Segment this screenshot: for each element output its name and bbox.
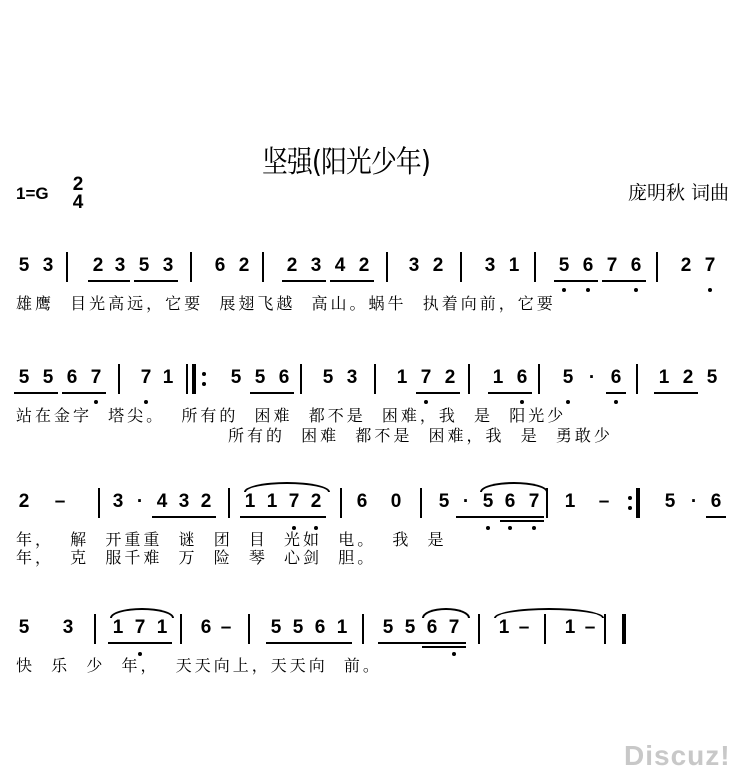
octave-dot-low — [508, 526, 512, 530]
note: 5 — [558, 255, 570, 276]
note: 2 — [18, 491, 30, 512]
note: 5 — [18, 367, 30, 388]
note: 6 — [426, 617, 438, 638]
underline-beam — [62, 392, 106, 394]
lyric-line-3b: 年， 克 服千难 万 险 琴 心剑 胆。 — [16, 548, 377, 567]
note: 7 — [134, 617, 146, 638]
octave-dot-low — [566, 400, 570, 404]
barline — [386, 252, 388, 282]
barline — [362, 614, 364, 644]
note: 5 — [438, 491, 450, 512]
note: 3 — [62, 617, 74, 638]
repeat-dot — [202, 382, 206, 386]
note: 5 — [254, 367, 266, 388]
note: 7 — [140, 367, 152, 388]
slur — [494, 608, 604, 618]
note: 7 — [420, 367, 432, 388]
note: 4 — [334, 255, 346, 276]
note: · — [690, 491, 698, 512]
octave-dot-low — [634, 288, 638, 292]
time-signature-top: 2 — [72, 174, 84, 195]
note: 5 — [322, 367, 334, 388]
note: 5 — [230, 367, 242, 388]
note: 3 — [162, 255, 174, 276]
watermark-logo: Discuz! — [624, 740, 731, 771]
final-repeat — [636, 488, 640, 518]
underline-beam — [134, 280, 178, 282]
barline — [186, 364, 188, 394]
underline-beam — [422, 646, 466, 648]
repeat-dot — [628, 496, 632, 500]
note: – — [518, 617, 530, 638]
barline — [248, 614, 250, 644]
note: 5 — [404, 617, 416, 638]
note: 2 — [680, 255, 692, 276]
note: 6 — [610, 367, 622, 388]
note: · — [136, 491, 144, 512]
note: 5 — [382, 617, 394, 638]
note: 2 — [200, 491, 212, 512]
note: 1 — [156, 617, 168, 638]
slur — [422, 608, 470, 618]
barline — [468, 364, 470, 394]
underline-beam — [456, 516, 544, 518]
barline — [544, 614, 546, 644]
underline-beam — [416, 392, 460, 394]
note: 5 — [664, 491, 676, 512]
note: 7 — [90, 367, 102, 388]
note: 7 — [606, 255, 618, 276]
note: · — [462, 491, 470, 512]
octave-dot-low — [562, 288, 566, 292]
octave-dot-low — [532, 526, 536, 530]
underline-beam — [240, 516, 326, 518]
underline-beam — [174, 516, 216, 518]
underline-beam — [330, 280, 374, 282]
underline-beam — [706, 516, 726, 518]
underline-beam — [250, 392, 294, 394]
note: 6 — [214, 255, 226, 276]
underline-beam — [108, 642, 172, 644]
repeat-dot — [628, 506, 632, 510]
underline-beam — [602, 280, 646, 282]
note: 3 — [484, 255, 496, 276]
key-signature: 1=G — [16, 184, 49, 203]
note: 2 — [358, 255, 370, 276]
repeat-dot — [202, 372, 206, 376]
barline — [420, 488, 422, 518]
underline-beam — [378, 642, 466, 644]
note: 3 — [42, 255, 54, 276]
note: 2 — [92, 255, 104, 276]
underline-beam — [282, 280, 326, 282]
lyric-line-2a: 站在金字 塔尖。 所有的 困难 都不是 困难，我 是 阳光少 — [16, 406, 567, 425]
note: 7 — [288, 491, 300, 512]
note: 1 — [112, 617, 124, 638]
octave-dot-low — [94, 400, 98, 404]
barline — [546, 488, 548, 518]
note: 3 — [310, 255, 322, 276]
note: 1 — [498, 617, 510, 638]
note: 0 — [390, 491, 402, 512]
note: 3 — [178, 491, 190, 512]
note: 3 — [114, 255, 126, 276]
note: 6 — [314, 617, 326, 638]
note: 6 — [278, 367, 290, 388]
slur — [110, 608, 174, 618]
underline-beam — [488, 392, 532, 394]
note: 1 — [564, 617, 576, 638]
barline — [534, 252, 536, 282]
note: 2 — [432, 255, 444, 276]
underline-beam — [500, 520, 544, 522]
barline — [262, 252, 264, 282]
note: 6 — [582, 255, 594, 276]
note: 2 — [444, 367, 456, 388]
note: 7 — [704, 255, 716, 276]
barline — [300, 364, 302, 394]
note: 2 — [682, 367, 694, 388]
octave-dot-low — [708, 288, 712, 292]
note: – — [54, 491, 66, 512]
note: 1 — [508, 255, 520, 276]
octave-dot-low — [144, 400, 148, 404]
note: 6 — [200, 617, 212, 638]
barline — [460, 252, 462, 282]
octave-dot-low — [520, 400, 524, 404]
barline — [94, 614, 96, 644]
note: 5 — [138, 255, 150, 276]
lyric-line-4: 快 乐 少 年， 天天向上，天天向 前。 — [16, 656, 382, 675]
note: 1 — [492, 367, 504, 388]
octave-dot-low — [424, 400, 428, 404]
note: 6 — [516, 367, 528, 388]
underline-beam — [88, 280, 130, 282]
note: 7 — [448, 617, 460, 638]
note: 3 — [408, 255, 420, 276]
note: – — [584, 617, 596, 638]
note: 7 — [528, 491, 540, 512]
note: 1 — [244, 491, 256, 512]
underline-beam — [14, 392, 58, 394]
note: 6 — [66, 367, 78, 388]
underline-beam — [266, 642, 352, 644]
barline — [190, 252, 192, 282]
octave-dot-low — [486, 526, 490, 530]
note: 5 — [706, 367, 718, 388]
barline — [604, 614, 606, 644]
octave-dot-low — [586, 288, 590, 292]
note: 3 — [112, 491, 124, 512]
underline-beam — [606, 392, 626, 394]
barline — [118, 364, 120, 394]
barline — [478, 614, 480, 644]
author-credit: 庞明秋 词曲 — [627, 182, 729, 204]
octave-dot-low — [614, 400, 618, 404]
note: – — [598, 491, 610, 512]
barline — [180, 614, 182, 644]
note: 5 — [18, 255, 30, 276]
note: 5 — [18, 617, 30, 638]
note: 1 — [658, 367, 670, 388]
lyric-line-2b: 所有的 困难 都不是 困难，我 是 勇敢少 — [228, 426, 613, 445]
note: 1 — [266, 491, 278, 512]
note: 3 — [346, 367, 358, 388]
note: 2 — [310, 491, 322, 512]
barline — [636, 364, 638, 394]
barline — [340, 488, 342, 518]
note: 6 — [630, 255, 642, 276]
note: 6 — [356, 491, 368, 512]
note: 2 — [238, 255, 250, 276]
final-barline — [622, 614, 626, 644]
note: 4 — [156, 491, 168, 512]
lyric-line-1: 雄鹰 目光高远，它要 展翅飞越 高山。蜗牛 执着向前，它要 — [16, 294, 556, 313]
barline — [228, 488, 230, 518]
barline — [538, 364, 540, 394]
note: 1 — [336, 617, 348, 638]
barline — [98, 488, 100, 518]
note: 1 — [564, 491, 576, 512]
note: 5 — [42, 367, 54, 388]
time-signature-bottom: 4 — [72, 192, 84, 213]
slur — [244, 482, 330, 492]
note: 6 — [504, 491, 516, 512]
barline — [374, 364, 376, 394]
note: · — [588, 367, 596, 388]
note: 1 — [396, 367, 408, 388]
note: 5 — [482, 491, 494, 512]
note: 5 — [562, 367, 574, 388]
lyric-line-3a: 年， 解 开重重 谜 团 目 光如 电。 我 是 — [16, 530, 447, 549]
underline-beam — [554, 280, 598, 282]
barline — [656, 252, 658, 282]
note: 5 — [292, 617, 304, 638]
note: 5 — [270, 617, 282, 638]
song-title: 坚强(阳光少年) — [262, 145, 431, 180]
barline — [66, 252, 68, 282]
underline-beam — [654, 392, 698, 394]
underline-beam — [152, 516, 174, 518]
time-signature — [68, 176, 88, 212]
note: – — [220, 617, 232, 638]
note: 2 — [286, 255, 298, 276]
octave-dot-low — [452, 652, 456, 656]
note: 1 — [162, 367, 174, 388]
repeat-thick — [192, 364, 196, 394]
slur — [480, 482, 548, 492]
note: 6 — [710, 491, 722, 512]
